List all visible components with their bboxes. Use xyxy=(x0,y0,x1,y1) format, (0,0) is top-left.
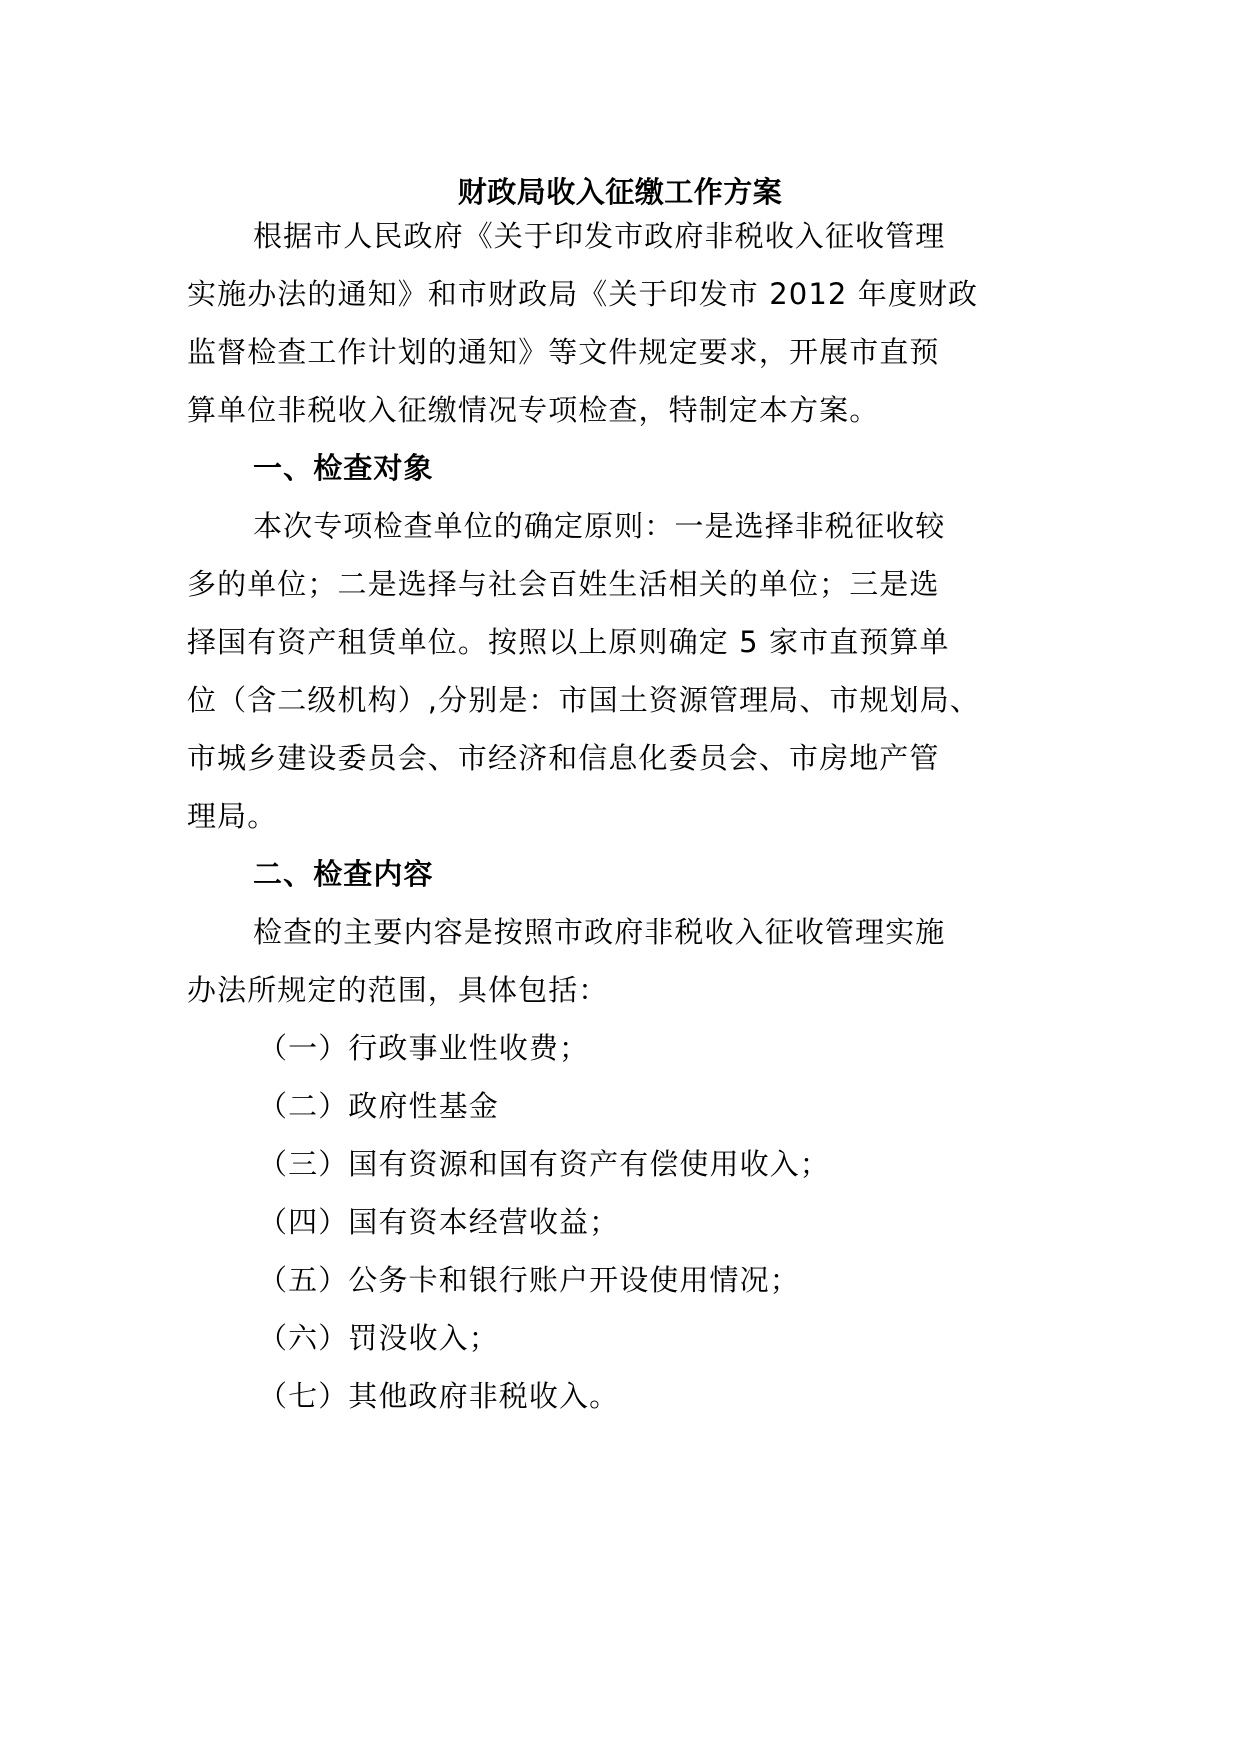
section1-line: 本次专项检查单位的确定原则：一是选择非税征收较 xyxy=(253,509,946,543)
section2-line: 办法所规定的范围，具体包括： xyxy=(187,973,609,1007)
intro-line: 实施办法的通知》和市财政局《关于印发市 2012 年度财政 xyxy=(187,277,979,311)
list-item: （四）国有资本经营收益； xyxy=(258,1205,620,1239)
section1-line: 多的单位；二是选择与社会百姓生活相关的单位；三是选 xyxy=(187,567,940,601)
document-title: 财政局收入征缴工作方案 xyxy=(457,175,783,209)
list-item: （一）行政事业性收费； xyxy=(258,1031,590,1065)
list-item: （七）其他政府非税收入。 xyxy=(258,1379,620,1413)
section-heading-inspection-targets: 一、检查对象 xyxy=(253,451,434,485)
section1-line: 位（含二级机构）,分别是：市国土资源管理局、市规划局、 xyxy=(187,683,980,717)
list-item: （五）公务卡和银行账户开设使用情况； xyxy=(258,1263,800,1297)
section-heading-inspection-content: 二、检查内容 xyxy=(253,857,434,891)
intro-line: 根据市人民政府《关于印发市政府非税收入征收管理 xyxy=(253,219,946,253)
section1-line: 市城乡建设委员会、市经济和信息化委员会、市房地产管 xyxy=(187,741,940,775)
section1-line: 理局。 xyxy=(187,799,278,833)
section2-line: 检查的主要内容是按照市政府非税收入征收管理实施 xyxy=(253,915,946,949)
list-item: （三）国有资源和国有资产有偿使用收入； xyxy=(258,1147,830,1181)
intro-line: 监督检查工作计划的通知》等文件规定要求，开展市直预 xyxy=(187,335,940,369)
section1-line: 择国有资产租赁单位。按照以上原则确定 5 家市直预算单 xyxy=(187,625,950,659)
list-item: （六）罚没收入； xyxy=(258,1321,499,1355)
intro-line: 算单位非税收入征缴情况专项检查，特制定本方案。 xyxy=(187,393,880,427)
list-item: （二）政府性基金 xyxy=(258,1089,499,1123)
